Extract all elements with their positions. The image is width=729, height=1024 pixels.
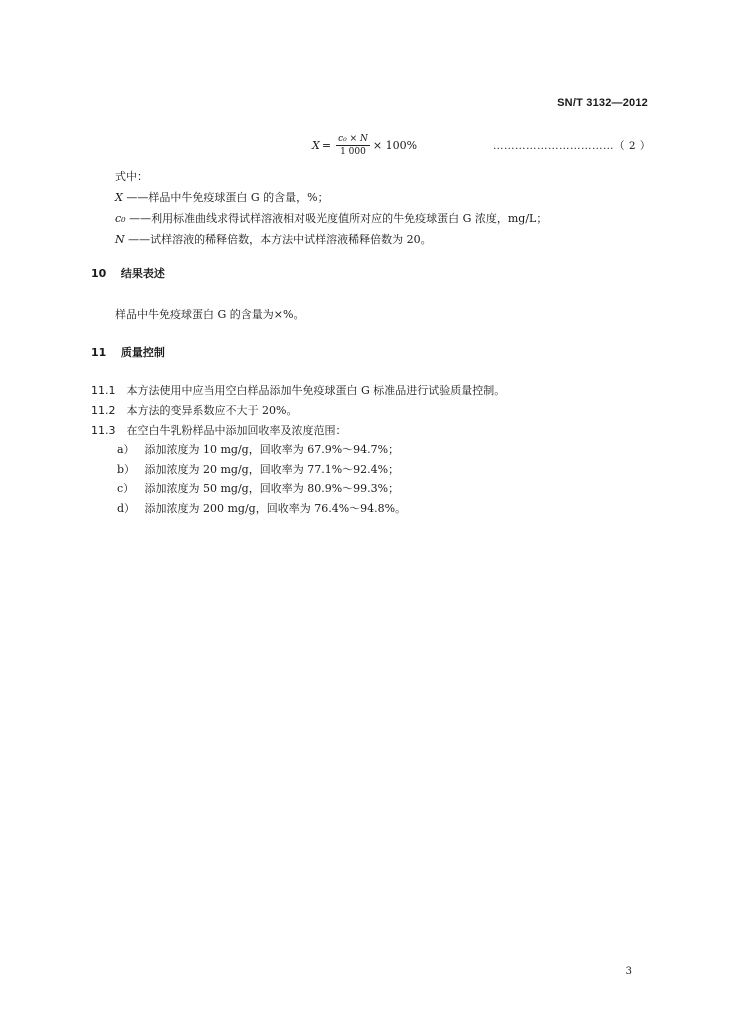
clause-text: 本方法使用中应当用空白样品添加牛免疫球蛋白 G 标准品进行试验质量控制。 xyxy=(126,384,506,397)
list-text: 添加浓度为 10 mg/g，回收率为 67.9%～94.7%； xyxy=(144,443,400,456)
section-11-heading xyxy=(91,344,165,360)
list-item-c xyxy=(117,480,399,496)
section-number: 11 xyxy=(91,346,107,359)
document-code-header: SN/T 3132—2012 xyxy=(557,97,648,109)
where-item-c0 xyxy=(115,210,547,226)
clause-text: 本方法的变异系数应不大于 20%。 xyxy=(126,404,298,417)
list-text: 添加浓度为 50 mg/g，回收率为 80.9%～99.3%； xyxy=(144,482,400,495)
list-marker: d） xyxy=(117,502,136,515)
clause-number: 11.2 xyxy=(91,404,116,417)
formula-tail: × 100% xyxy=(372,138,418,152)
clause-text: 在空白牛乳粉样品中添加回收率及浓度范围： xyxy=(126,424,347,437)
list-text: 添加浓度为 20 mg/g，回收率为 77.1%～92.4%； xyxy=(144,463,400,476)
where-description: ——利用标准曲线求得试样溶液相对吸光度值所对应的牛免疫球蛋白 G 浓度，mg/L； xyxy=(129,212,548,225)
formula-2 xyxy=(312,131,417,159)
section-title: 质量控制 xyxy=(120,346,165,359)
where-intro: 式中： xyxy=(115,170,148,183)
where-symbol: c₀ xyxy=(115,212,126,225)
where-description: ——试样溶液的稀释倍数，本方法中试样溶液稀释倍数为 20。 xyxy=(128,233,432,246)
where-symbol: X xyxy=(115,191,123,204)
list-marker: b） xyxy=(117,463,136,476)
list-marker: c） xyxy=(117,482,135,495)
formula-lhs: X xyxy=(312,138,320,152)
section-10-heading xyxy=(91,265,165,281)
formula-equals: = xyxy=(321,138,332,152)
where-item-x xyxy=(115,189,329,205)
where-description: ——样品中牛免疫球蛋白 G 的含量，%； xyxy=(126,191,329,204)
formula-denominator: 1 000 xyxy=(340,146,366,157)
list-item-d xyxy=(117,500,406,516)
list-text: 添加浓度为 200 mg/g，回收率为 76.4%～94.8%。 xyxy=(144,502,407,515)
fraction-bar xyxy=(336,145,370,146)
clause-11-1 xyxy=(91,382,505,398)
equation-number: ……………………………（ 2 ） xyxy=(493,140,651,152)
formula-fraction xyxy=(336,134,370,157)
clause-11-3 xyxy=(91,422,347,438)
formula-numerator: c₀ × N xyxy=(338,133,368,144)
list-item-a xyxy=(117,441,399,457)
clause-number: 11.3 xyxy=(91,424,116,437)
list-marker: a） xyxy=(117,443,135,456)
clause-number: 11.1 xyxy=(91,384,116,397)
section-10-body: 样品中牛免疫球蛋白 G 的含量为×%。 xyxy=(115,308,305,321)
where-symbol: N xyxy=(115,233,125,246)
section-number: 10 xyxy=(91,267,107,280)
where-item-n xyxy=(115,231,432,247)
section-title: 结果表述 xyxy=(120,267,165,280)
list-item-b xyxy=(117,461,399,477)
clause-11-2 xyxy=(91,402,297,418)
page-number: 3 xyxy=(625,966,632,977)
